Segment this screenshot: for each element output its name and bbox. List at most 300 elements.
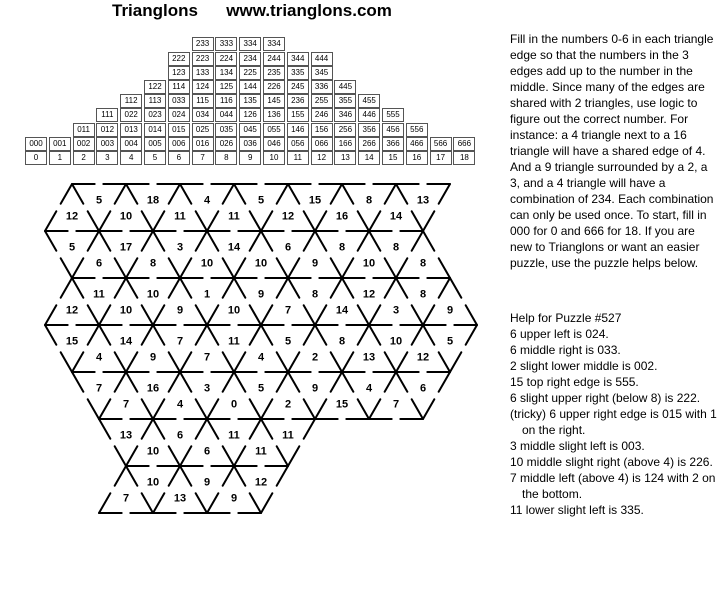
triangle-edge [88,399,99,419]
triangle-clue-number[interactable]: 2 [311,351,319,364]
combination-cell: 455 [358,94,380,108]
combination-cell: 002 [73,137,95,151]
triangle-edge [304,211,315,231]
triangle-edge [45,211,56,231]
combination-cell: 000 [25,137,47,151]
combination-cell: 335 [287,66,309,80]
combination-cell: 255 [311,94,333,108]
triangle-clue-number[interactable]: 8 [419,257,427,270]
sum-cell: 9 [239,151,261,165]
hint-item: 7 middle left (above 4) is 124 with 2 on the bottom. [510,471,716,501]
combination-cell: 144 [239,80,261,94]
triangle-clue-number[interactable]: 3 [392,304,400,317]
triangle-clue-number[interactable]: 16 [335,210,349,223]
combination-cell: 225 [239,66,261,80]
hint-item: 11 lower slight left is 335. [510,503,644,517]
triangle-clue-number[interactable]: 4 [95,351,103,364]
triangle-edge [234,278,245,298]
triangle-clue-number[interactable]: 13 [119,429,133,442]
sum-cell: 15 [382,151,404,165]
triangle-edge [385,258,396,278]
triangle-clue-number[interactable]: 10 [254,257,268,270]
triangle-clue-number[interactable]: 12 [416,351,430,364]
triangle-edge [342,352,353,372]
triangle-clue-number[interactable]: 6 [176,429,184,442]
triangle-clue-number[interactable]: 10 [119,304,133,317]
triangle-edge [169,446,180,466]
triangle-clue-number[interactable]: 11 [255,445,267,458]
triangle-clue-number[interactable]: 14 [119,335,133,348]
triangle-clue-number[interactable]: 17 [119,241,133,254]
triangle-edge [261,419,272,439]
triangle-edge [126,278,137,298]
combination-cell: 446 [358,108,380,122]
triangle-clue-number[interactable]: 4 [257,351,265,364]
hint-item: 10 middle slight right (above 4) is 226. [510,455,713,469]
triangle-edge [61,184,72,204]
triangle-edge [196,211,207,231]
combination-cell: 456 [382,123,404,137]
triangle-clue-number[interactable]: 14 [335,304,349,317]
triangle-clue-number[interactable]: 10 [200,257,214,270]
triangle-edge [342,258,353,278]
triangle-edge [142,419,153,439]
combination-cell: 266 [358,137,380,151]
combination-cell: 066 [311,137,333,151]
triangle-edge [412,399,423,419]
triangle-edge [277,278,288,298]
sum-cell: 6 [168,151,190,165]
combination-cell: 136 [263,108,285,122]
triangle-clue-number[interactable]: 5 [284,335,292,348]
triangle-clue-number[interactable]: 9 [446,304,454,317]
triangle-edge [288,446,299,466]
triangle-edge [369,305,380,325]
triangle-edge [250,399,261,419]
triangle-clue-number[interactable]: 13 [173,492,187,505]
combination-cell: 556 [406,123,428,137]
combination-cell: 012 [96,123,118,137]
triangle-clue-number[interactable]: 11 [228,429,240,442]
triangle-edge [412,211,423,231]
combination-cell: 334 [239,37,261,51]
triangle-edge [142,211,153,231]
triangle-clue-number[interactable]: 9 [203,476,211,489]
triangle-edge [207,325,218,345]
triangle-edge [207,211,218,231]
triangle-clue-number[interactable]: 7 [122,492,130,505]
page-title: Trianglons www.trianglons.com [112,1,392,20]
sum-cell: 18 [453,151,475,165]
triangle-edge [88,305,99,325]
triangle-clue-number[interactable]: 4 [203,194,211,207]
triangle-edge [223,184,234,204]
triangle-clue-number[interactable]: 10 [146,288,160,301]
triangle-edge [207,493,218,513]
triangle-clue-number[interactable]: 7 [284,304,292,317]
triangle-clue-number[interactable]: 9 [311,257,319,270]
hint-item: 3 middle slight left is 003. [510,439,645,453]
triangle-clue-number[interactable]: 7 [392,398,400,411]
triangle-edge [412,305,423,325]
triangle-clue-number[interactable]: 6 [95,257,103,270]
triangle-edge [223,372,234,392]
combination-cell: 046 [263,137,285,151]
triangle-edge [288,352,299,372]
sum-cell: 12 [311,151,333,165]
triangle-edge [126,352,137,372]
combination-cell: 004 [120,137,142,151]
triangle-clue-number[interactable]: 5 [68,241,76,254]
triangle-edge [250,231,261,251]
triangle-clue-number[interactable]: 13 [362,351,376,364]
triangle-edge [142,325,153,345]
triangle-clue-number[interactable]: 11 [282,429,294,442]
triangle-edge [250,211,261,231]
combination-cell: 135 [239,94,261,108]
triangle-edge [207,231,218,251]
combination-cell: 566 [430,137,452,151]
triangle-edge [450,352,461,372]
triangle-edge [277,258,288,278]
triangle-clue-number[interactable]: 5 [257,194,265,207]
triangle-edge [423,325,434,345]
triangle-edge [261,231,272,251]
triangle-edge [99,399,110,419]
triangle-edge [72,372,83,392]
combination-cell: 245 [287,80,309,94]
triangle-edge [234,446,245,466]
triangle-edge [153,419,164,439]
combination-cell: 666 [453,137,475,151]
triangle-edge [61,352,72,372]
combination-cell: 123 [168,66,190,80]
triangle-edge [223,258,234,278]
triangle-edge [304,231,315,251]
combination-cell: 236 [287,94,309,108]
triangle-edge [288,258,299,278]
combination-cell: 226 [263,80,285,94]
triangle-edge [223,278,234,298]
combination-cell: 006 [168,137,190,151]
triangle-edge [315,211,326,231]
triangle-edge [115,258,126,278]
combination-cell: 223 [192,52,214,66]
combination-cell: 235 [263,66,285,80]
sum-cell: 13 [334,151,356,165]
combination-cell: 344 [287,52,309,66]
hint-item: 6 middle right is 033. [510,343,621,357]
triangle-clue-number[interactable]: 10 [362,257,376,270]
triangle-edge [412,231,423,251]
triangle-edge [196,493,207,513]
triangle-edge [261,305,272,325]
combination-cell: 555 [382,108,404,122]
triangle-clue-number[interactable]: 3 [203,382,211,395]
triangle-edge [396,278,407,298]
triangle-clue-number[interactable]: 8 [311,288,319,301]
combination-cell: 116 [215,94,237,108]
triangle-edge [277,466,288,486]
triangle-clue-number[interactable]: 10 [146,445,160,458]
triangle-clue-number[interactable]: 13 [416,194,430,207]
triangle-edge [250,419,261,439]
sum-combination-table [24,31,484,169]
combination-cell: 036 [239,137,261,151]
triangle-clue-number[interactable]: 12 [281,210,295,223]
triangle-clue-number[interactable]: 1 [203,288,211,301]
triangle-edge [223,446,234,466]
triangle-clue-number[interactable]: 10 [227,304,241,317]
triangle-edge [115,278,126,298]
combination-cell: 445 [334,80,356,94]
help-title: Help for Puzzle #527 [510,311,622,325]
sum-cell: 1 [49,151,71,165]
triangle-edge [315,325,326,345]
combination-cell: 024 [168,108,190,122]
triangle-clue-number[interactable]: 15 [308,194,322,207]
triangle-edge [169,466,180,486]
triangle-clue-number[interactable]: 7 [176,335,184,348]
triangle-clue-number[interactable]: 8 [338,335,346,348]
combination-cell: 246 [311,108,333,122]
combination-cell: 011 [73,123,95,137]
triangle-edge [169,352,180,372]
triangle-edge [153,305,164,325]
triangle-edge [369,399,380,419]
combination-cell: 355 [334,94,356,108]
triangle-clue-number[interactable]: 7 [95,382,103,395]
sum-cell: 2 [73,151,95,165]
triangle-clue-number[interactable]: 15 [65,335,79,348]
triangle-clue-number[interactable]: 6 [419,382,427,395]
triangle-clue-number[interactable]: 16 [146,382,160,395]
triangle-edge [126,446,137,466]
triangle-edge [126,372,137,392]
triangle-clue-number[interactable]: 10 [119,210,133,223]
triangle-edge [153,399,164,419]
triangle-clue-number[interactable]: 2 [284,398,292,411]
triangle-clue-number[interactable]: 11 [228,335,240,348]
triangle-edge [423,399,434,419]
triangle-edge [153,231,164,251]
trianglon-puzzle-board [0,176,500,594]
triangle-clue-number[interactable]: 6 [284,241,292,254]
triangle-edge [439,372,450,392]
triangle-edge [142,231,153,251]
sum-cell: 5 [144,151,166,165]
combination-cell: 146 [287,123,309,137]
triangle-edge [439,278,450,298]
triangle-clue-number[interactable]: 5 [257,382,265,395]
combination-cell: 025 [192,123,214,137]
combination-cell: 044 [215,108,237,122]
triangle-edge [223,352,234,372]
triangle-edge [385,184,396,204]
triangle-edge [126,184,137,204]
triangle-edge [369,211,380,231]
hint-item: (tricky) 6 upper right edge is 015 with 1 on the right. [510,407,717,437]
triangle-edge [423,231,434,251]
sum-cell: 7 [192,151,214,165]
triangle-clue-number[interactable]: 8 [392,241,400,254]
combination-cell: 133 [192,66,214,80]
triangle-edge [115,466,126,486]
triangle-edge [358,399,369,419]
triangle-clue-number[interactable]: 4 [176,398,184,411]
triangle-clue-number[interactable]: 9 [257,288,265,301]
triangle-edge [126,258,137,278]
triangle-edge [423,211,434,231]
combination-cell: 056 [287,137,309,151]
triangle-edge [88,231,99,251]
triangle-clue-number[interactable]: 12 [65,210,79,223]
triangle-edge [180,446,191,466]
triangle-edge [450,278,461,298]
triangle-edge [358,231,369,251]
triangle-clue-number[interactable]: 7 [122,398,130,411]
sum-cell: 14 [358,151,380,165]
triangle-edge [439,352,450,372]
triangle-clue-number[interactable]: 11 [228,210,240,223]
triangle-clue-number[interactable]: 9 [311,382,319,395]
triangle-clue-number[interactable]: 12 [65,304,79,317]
sum-cell: 17 [430,151,452,165]
combination-cell: 366 [382,137,404,151]
triangle-edge [196,231,207,251]
triangle-edge [234,258,245,278]
hint-item: 2 slight lower middle is 002. [510,359,658,373]
triangle-edge [250,493,261,513]
triangle-edge [234,352,245,372]
triangle-clue-number[interactable]: 11 [174,210,186,223]
triangle-clue-number[interactable]: 5 [95,194,103,207]
combination-cell: 114 [168,80,190,94]
triangle-clue-number[interactable]: 10 [389,335,403,348]
triangle-edge [153,325,164,345]
triangle-edge [315,231,326,251]
triangle-clue-number[interactable]: 15 [335,398,349,411]
triangle-clue-number[interactable]: 9 [176,304,184,317]
triangle-clue-number[interactable]: 14 [389,210,403,223]
triangle-edge [277,446,288,466]
triangle-edge [304,325,315,345]
triangle-clue-number[interactable]: 8 [149,257,157,270]
triangle-clue-number[interactable]: 5 [446,335,454,348]
triangle-clue-number[interactable]: 9 [149,351,157,364]
triangle-edge [423,305,434,325]
triangle-edge [61,278,72,298]
triangle-edge [180,466,191,486]
triangle-clue-number[interactable]: 12 [254,476,268,489]
triangle-edge [331,258,342,278]
triangle-edge [331,278,342,298]
triangle-edge [180,184,191,204]
combination-cell: 013 [120,123,142,137]
combination-cell: 166 [334,137,356,151]
triangle-edge [396,372,407,392]
triangle-clue-number[interactable]: 6 [203,445,211,458]
triangle-clue-number[interactable]: 14 [227,241,241,254]
sum-cell: 11 [287,151,309,165]
combination-cell: 444 [311,52,333,66]
triangle-clue-number[interactable]: 8 [419,288,427,301]
triangle-edge [169,258,180,278]
triangle-edge [115,352,126,372]
triangle-edge [180,278,191,298]
triangle-edge [234,372,245,392]
sum-cell: 4 [120,151,142,165]
triangle-edge [288,278,299,298]
combination-cell: 156 [311,123,333,137]
triangle-edge [315,305,326,325]
instructions-text: Fill in the numbers 0-6 in each triangle edge so that the numbers in the 3 edges add up to the number in the middle. Since many of the edges are shared with 2 triangles, use logic to figure out the correct number. For instance: a 4 triangle next to a 16 triangle will have a shared edge of 4. And a 9 triangle surrounded by a 2, a 3, and a 4 triangle will have a combination of 234. Each combination can only be used once. To start, fill in 000 for 0 and 666 for 18. If you are new to Trianglons or want an easier puzzle, use the puzzle helps below. [510,32,714,270]
combination-cell: 256 [334,123,356,137]
combination-cell: 356 [358,123,380,137]
triangle-clue-number[interactable]: 7 [203,351,211,364]
triangle-clue-number[interactable]: 8 [365,194,373,207]
combination-cell: 055 [263,123,285,137]
triangle-edge [358,325,369,345]
combination-cell: 466 [406,137,428,151]
triangle-clue-number[interactable]: 0 [230,398,238,411]
triangle-edge [250,305,261,325]
triangle-edge [466,305,477,325]
triangle-edge [196,419,207,439]
triangle-edge [412,325,423,345]
triangle-edge [169,372,180,392]
combination-cell: 115 [192,94,214,108]
triangle-edge [277,352,288,372]
sum-cell: 0 [25,151,47,165]
hint-item: 6 upper left is 024. [510,327,609,341]
triangle-clue-number[interactable]: 12 [362,288,376,301]
triangle-edge [142,493,153,513]
sum-cell: 3 [96,151,118,165]
combination-cell: 122 [144,80,166,94]
triangle-edge [196,305,207,325]
triangle-edge [261,325,272,345]
triangle-edge [385,278,396,298]
triangle-edge [207,305,218,325]
triangle-clue-number[interactable]: 11 [93,288,105,301]
triangle-edge [358,305,369,325]
triangle-edge [288,184,299,204]
triangle-edge [385,352,396,372]
sum-cell: 8 [215,151,237,165]
combination-cell: 145 [263,94,285,108]
triangle-clue-number[interactable]: 4 [365,382,373,395]
triangle-edge [385,372,396,392]
triangle-edge [45,325,56,345]
triangle-edge [315,399,326,419]
triangle-edge [72,352,83,372]
triangle-clue-number[interactable]: 9 [230,492,238,505]
triangle-clue-number[interactable]: 18 [146,194,160,207]
combination-cell: 233 [192,37,214,51]
triangle-edge [277,184,288,204]
triangle-clue-number[interactable]: 8 [338,241,346,254]
triangle-clue-number[interactable]: 3 [176,241,184,254]
triangle-clue-number[interactable]: 10 [146,476,160,489]
triangle-edge [331,352,342,372]
combination-cell: 003 [96,137,118,151]
combination-cell: 346 [334,108,356,122]
triangle-edge [369,325,380,345]
triangle-edge [72,278,83,298]
combination-cell: 034 [192,108,214,122]
combination-cell: 045 [239,123,261,137]
